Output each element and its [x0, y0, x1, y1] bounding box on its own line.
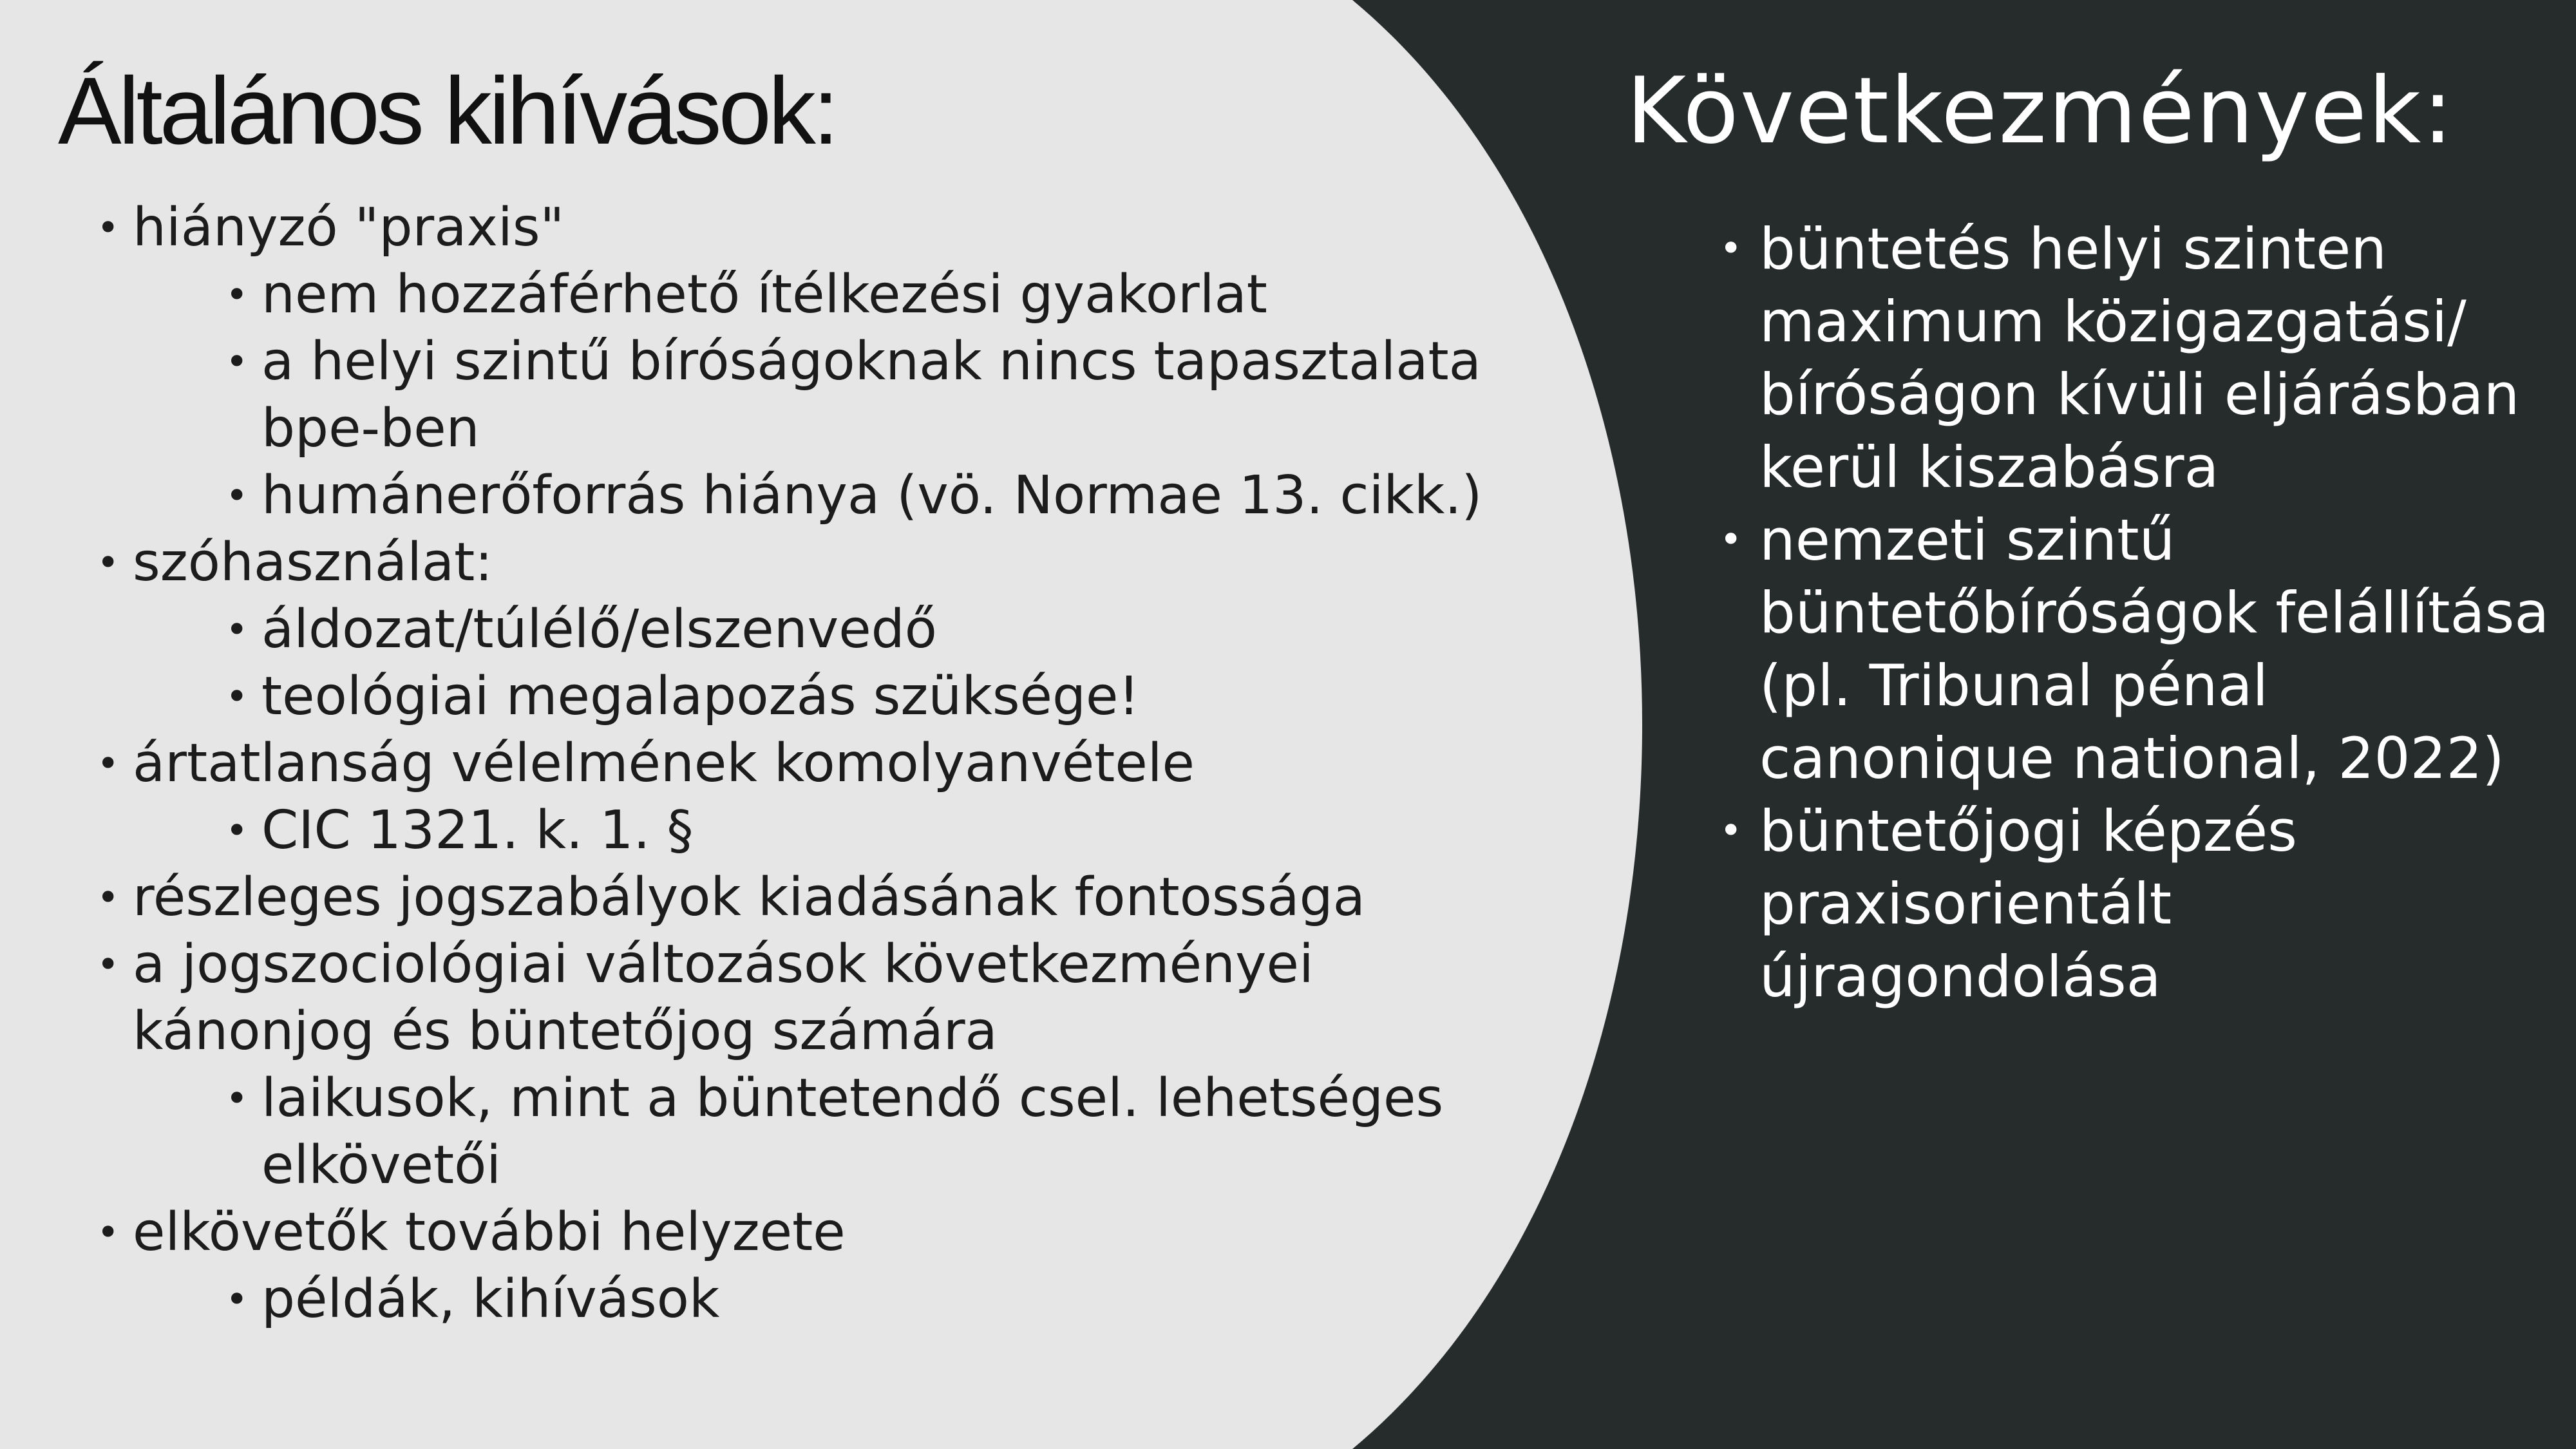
- consequence-bullet-item: • nemzeti szintű büntetőbíróságok felállítása (pl. Tribunal pénal canonique national, 2022): [1719, 504, 2576, 795]
- bullet-item: • hiányzó "praxis": [97, 194, 1539, 261]
- sub-bullet-item: • áldozat/túlélő/elszenvedő: [225, 596, 1539, 663]
- sub-bullet-item: • CIC 1321. k. 1. §: [225, 797, 1539, 864]
- consequences-title: Következmények:: [1626, 58, 2455, 164]
- sub-bullet-item: • a helyi szintű bíróságoknak nincs tapasztalata bpe-ben: [225, 328, 1539, 462]
- sub-bullet-item: • teológiai megalapozás szüksége!: [225, 663, 1539, 730]
- bullet-item: • ártatlanság vélelmének komolyanvétele: [97, 730, 1539, 797]
- bullet-item: • részleges jogszabályok kiadásának fontossága: [97, 864, 1539, 931]
- bullet-item: • elkövetők további helyzete: [97, 1199, 1539, 1266]
- sub-bullet-item: • humánerőforrás hiánya (vö. Normae 13. cikk.): [225, 462, 1539, 529]
- sub-bullet-item: • laikusok, mint a büntetendő csel. lehetséges elkövetői: [225, 1065, 1539, 1199]
- bullet-item: • a jogszociológiai változások következményei kánonjog és büntetőjog számára: [97, 931, 1539, 1065]
- sub-bullet-item: • nem hozzáférhető ítélkezési gyakorlat: [225, 261, 1539, 328]
- challenges-list: [97, 194, 1539, 1333]
- challenges-title: Általános kihívások:: [58, 58, 837, 164]
- bullet-item: • szóhasználat:: [97, 529, 1539, 596]
- consequences-panel: [1610, 0, 2576, 1449]
- consequence-bullet-item: • büntetés helyi szinten maximum közigazgatási/ bíróságon kívüli eljárásban kerül kiszabásra: [1719, 213, 2576, 504]
- sub-bullet-item: • példák, kihívások: [225, 1266, 1539, 1333]
- consequences-list: [1719, 213, 2576, 1013]
- consequence-bullet-item: • büntetőjogi képzés praxisorientált újragondolása: [1719, 795, 2576, 1013]
